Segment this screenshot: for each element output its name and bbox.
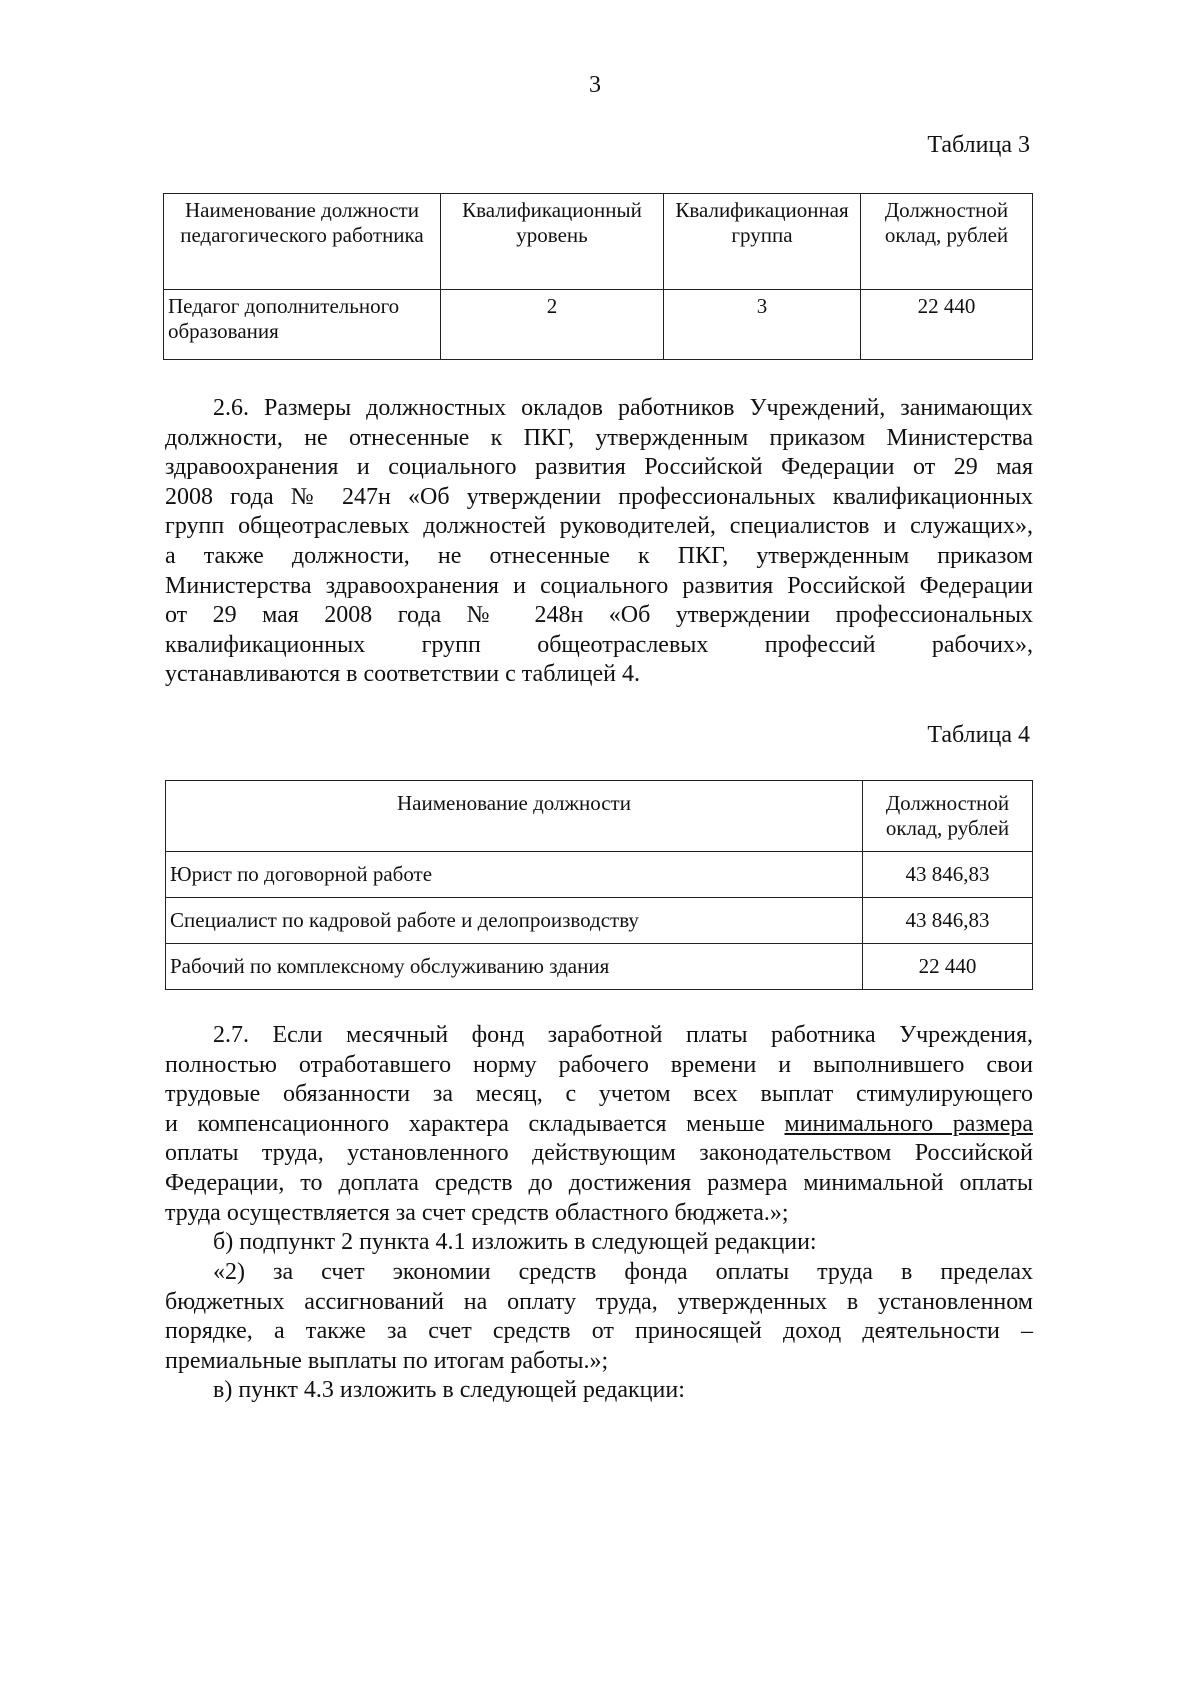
paragraph-2-6 xyxy=(165,394,1033,690)
underlined-phrase: минимального размера xyxy=(784,1110,1033,1137)
text-line: «2) за счет экономии средств фонда оплаты труда в пределах xyxy=(213,1259,1033,1285)
table3-cell: 2 xyxy=(441,290,664,360)
text-line: премиальные выплаты по итогам работы.»; xyxy=(165,1347,609,1374)
table4-cell: 43 846,83 xyxy=(863,898,1033,944)
table3-cell: 22 440 xyxy=(861,290,1033,360)
table3 xyxy=(163,193,1033,360)
text-line: порядке, а также за счет средств от приносящей доход деятельности – xyxy=(165,1318,1033,1345)
text-line: устанавливаются в соответствии с таблицей 4. xyxy=(165,661,640,688)
text-line: б) подпункт 2 пункта 4.1 изложить в следующей редакции: xyxy=(213,1229,817,1255)
table4-cell: Юрист по договорной работе xyxy=(166,852,863,898)
text-line: 2.6. Размеры должностных окладов работников Учреждений, занимающих xyxy=(213,395,1033,421)
item-v xyxy=(165,1376,1033,1406)
table-row xyxy=(164,290,1033,360)
text-line: в) пункт 4.3 изложить в следующей редакции: xyxy=(213,1377,685,1403)
text-line: трудовые обязанности за месяц, с учетом всех выплат стимулирующего xyxy=(165,1081,1033,1108)
paragraph-2-7 xyxy=(165,1021,1033,1228)
table4-header: Должностной оклад, рублей xyxy=(863,781,1033,852)
page-number: 3 xyxy=(589,72,601,98)
table-row xyxy=(166,944,1033,990)
table-row xyxy=(166,852,1033,898)
table3-caption: Таблица 3 xyxy=(927,132,1030,158)
table3-header: Наименование должности педагогического работника xyxy=(164,194,441,290)
text-line: 2008 года № 247н «Об утверждении профессиональных квалификационных xyxy=(165,483,1033,510)
text-line: и компенсационного характера складывается меньше минимального размера xyxy=(165,1110,1033,1137)
table-row xyxy=(166,898,1033,944)
text-line: Федерации, то доплата средств до достижения размера минимальной оплаты xyxy=(165,1169,1033,1196)
table4-cell: Рабочий по комплексному обслуживанию здания xyxy=(166,944,863,990)
table3-header: Квалификационный уровень xyxy=(441,194,664,290)
text-line: квалификационных групп общеотраслевых профессий рабочих», xyxy=(165,631,1033,658)
text-line: 2.7. Если месячный фонд заработной платы работника Учреждения, xyxy=(213,1022,1033,1048)
table3-cell: Педагог дополнительного образования xyxy=(164,290,441,360)
table4-cell: 22 440 xyxy=(863,944,1033,990)
table4-caption: Таблица 4 xyxy=(927,722,1030,748)
text-line: а также должности, не отнесенные к ПКГ, утвержденным приказом xyxy=(165,542,1033,569)
text-line: от 29 мая 2008 года № 248н «Об утверждении профессиональных xyxy=(165,602,1033,629)
text-line: труда осуществляется за счет средств областного бюджета.»; xyxy=(165,1199,789,1226)
table3-cell: 3 xyxy=(664,290,861,360)
table3-header: Квалификационная группа xyxy=(664,194,861,290)
table4-header: Наименование должности xyxy=(166,781,863,852)
table4-cell: Специалист по кадровой работе и делопроизводству xyxy=(166,898,863,944)
text-line: должности, не отнесенные к ПКГ, утвержденным приказом Министерства xyxy=(165,424,1033,451)
text-line: Министерства здравоохранения и социального развития Российской Федерации xyxy=(165,572,1033,599)
table4-cell: 43 846,83 xyxy=(863,852,1033,898)
table4 xyxy=(165,780,1033,990)
table3-header: Должностной оклад, рублей xyxy=(861,194,1033,290)
text-line: здравоохранения и социального развития Российской Федерации от 29 мая xyxy=(165,454,1033,481)
text-line: бюджетных ассигнований на оплату труда, утвержденных в установленном xyxy=(165,1288,1033,1315)
text-line: групп общеотраслевых должностей руководителей, специалистов и служащих», xyxy=(165,513,1033,540)
text-line: полностью отработавшего норму рабочего времени и выполнившего свои xyxy=(165,1051,1033,1078)
item-b xyxy=(165,1228,1033,1258)
text-line: оплаты труда, установленного действующим законодательством Российской xyxy=(165,1140,1033,1167)
item-b-quote xyxy=(165,1258,1033,1376)
